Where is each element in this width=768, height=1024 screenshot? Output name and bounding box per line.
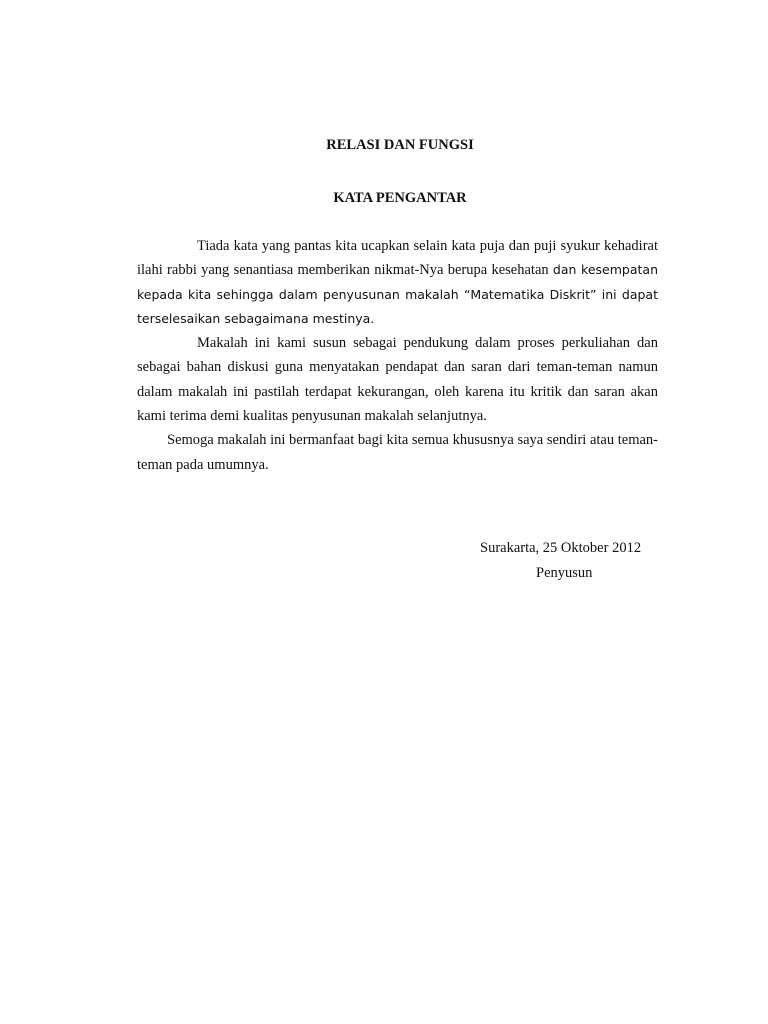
paragraph-1-sans-part: dan kesempatan kepada kita sehingga dalam penyusunan makalah “Matematika Diskrit” ini dapat terselesaikan sebagaimana mestinya. — [137, 262, 658, 326]
paragraph-2: Makalah ini kami susun sebagai pendukung dalam proses perkuliahan dan sebagai bahan diskusi guna menyatakan pendapat dan saran dari teman-teman namun dalam makalah ini pastilah terdapat kekurangan, oleh karena itu kritik dan saran akan kami terima demi kualitas penyusunan makalah selanjutnya. — [137, 335, 658, 425]
body-text — [137, 234, 658, 477]
signature-place-date: Surakarta, 25 Oktober 2012 — [480, 540, 642, 556]
signature-role: Penyusun — [536, 565, 593, 581]
document-title: RELASI DAN FUNGSI — [326, 137, 474, 153]
section-heading: KATA PENGANTAR — [333, 190, 467, 206]
paragraph-1-serif-part: Tiada kata yang pantas kita ucapkan selain kata puja dan puji syukur kehadirat ilahi rabbi yang senantiasa memberikan nikmat-Nya berupa kesehatan — [137, 238, 658, 279]
paragraph-1 — [137, 234, 658, 331]
paragraph-3: Semoga makalah ini bermanfaat bagi kita semua khususnya saya sendiri atau teman-teman pada umumnya. — [137, 432, 658, 473]
